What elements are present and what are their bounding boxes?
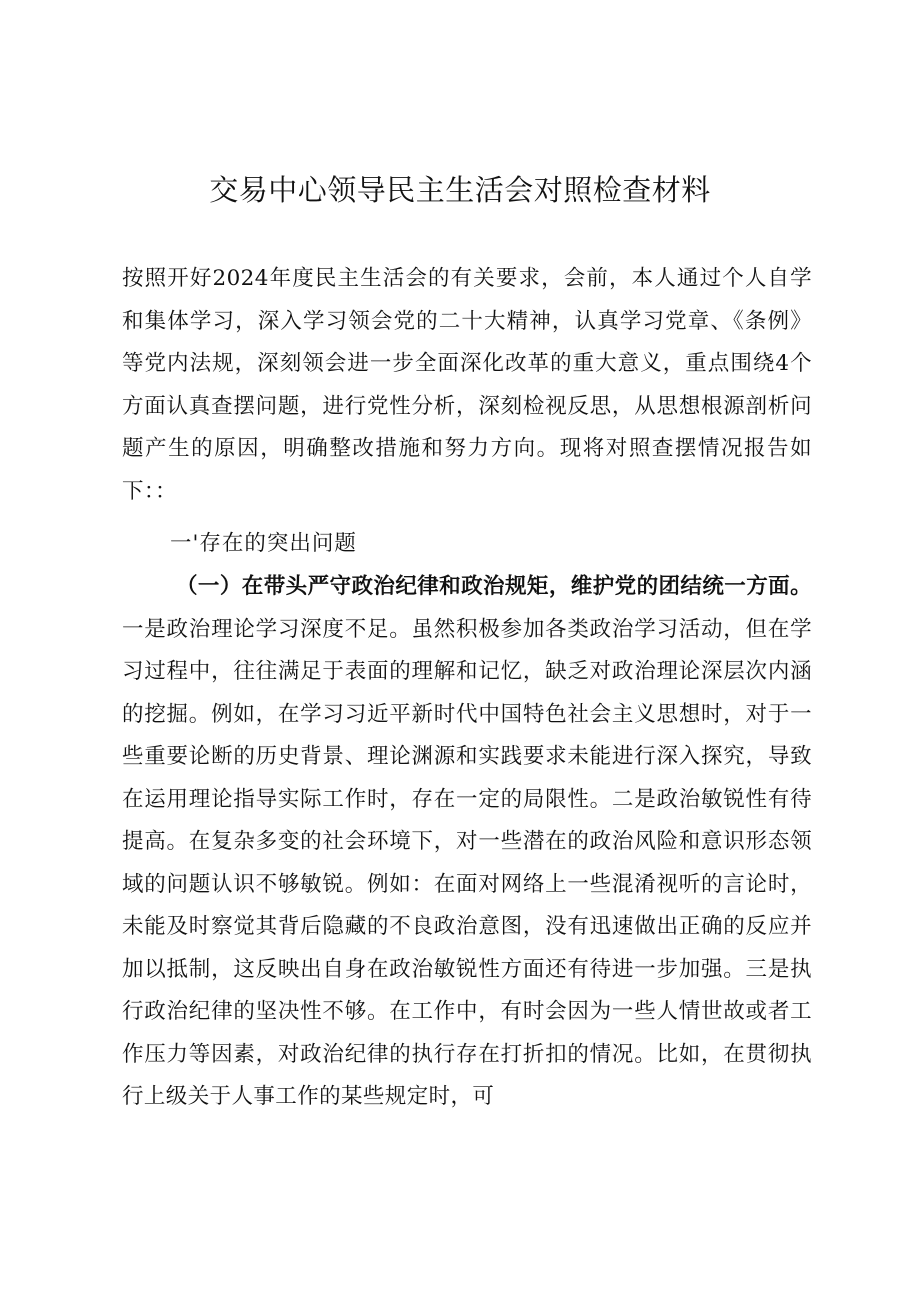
intro-paragraph: 按照开好2024年度民主生活会的有关要求，会前，本人通过个人自学和集体学习，深入学习领会党的二十大精神，认真学习党章、《条例》等党内法规，深刻领会进一步全面深化改革的重大意义，重点围绕4个方面认真查摆问题，进行党性分析，深刻检视反思，从思想根源剖析问题产生的原因，明确整改措施和努力方向。现将对照查摆情况报告如下：：: [122, 266, 812, 504]
document-title: 交易中心领导民主生活会对照检查材料: [209, 173, 711, 207]
section-heading: 一'存在的突出问题: [170, 531, 357, 556]
subsection-paragraph: [122, 566, 812, 1119]
subsection-body: 一是政治理论学习深度不足。虽然积极参加各类政治学习活动，但在学习过程中，往往满足于表面的理解和记忆，缺乏对政治理论深层次内涵的挖掘。例如，在学习习近平新时代中国特色社会主义思想时，对于一些重要论断的历史背景、理论渊源和实践要求未能进行深入探究，导致在运用理论指导实际工作时，存在一定的局限性。二是政治敏锐性有待提高。在复杂多变的社会环境下，对一些潜在的政治风险和意识形态领域的问题认识不够敏锐。例如：在面对网络上一些混淆视听的言论时，未能及时察觉其背后隐藏的不良政治意图，没有迅速做出正确的反应并加以抵制，这反映出自身在政治敏锐性方面还有待进一步加强。三是执行政治纪律的坚决性不够。在工作中，有时会因为一些人情世故或者工作压力等因素，对政治纪律的执行存在打折扣的情况。比如，在贯彻执行上级关于人事工作的某些规定时，可: [122, 616, 812, 1109]
subsection-heading: （一）在带头严守政治纪律和政治规矩，维护党的团结统一方面。: [176, 574, 812, 599]
